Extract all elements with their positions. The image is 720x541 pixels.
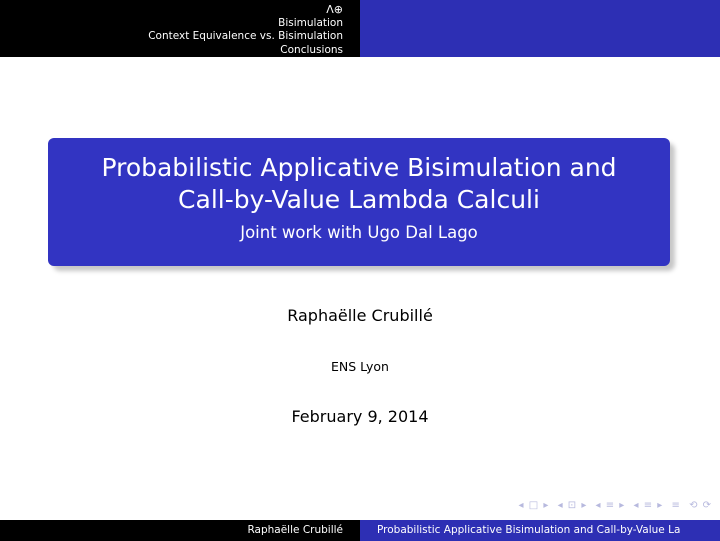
footline-title: Probabilistic Applicative Bisimulation and Call-by-Value La [377, 524, 681, 536]
nav-search-icon[interactable]: ⟲ ⟳ [689, 500, 712, 511]
headline-bar [0, 0, 720, 57]
date: February 9, 2014 [291, 407, 429, 426]
nav-document-icon[interactable]: ◂ ≡ ▸ [633, 500, 664, 511]
footline-title-panel [360, 520, 720, 541]
nav-section-icon[interactable]: ◂ ≡ ▸ [595, 500, 626, 511]
nav-frame-icon[interactable]: ◂ □ ▸ [518, 500, 550, 511]
section-link-context-equivalence[interactable]: Context Equivalence vs. Bisimulation [148, 30, 343, 42]
nav-appendix-icon[interactable]: ≡ [671, 500, 681, 511]
nav-subsection-icon[interactable]: ◂ ⊡ ▸ [557, 500, 588, 511]
headline-section-nav [0, 0, 360, 57]
headline-subsection-panel [360, 0, 720, 57]
title-box [48, 138, 670, 266]
section-link-bisimulation[interactable]: Bisimulation [278, 16, 343, 29]
footline-bar [0, 520, 720, 541]
section-link-conclusions[interactable]: Conclusions [280, 43, 343, 56]
footline-author-panel [0, 520, 360, 541]
section-list [148, 3, 343, 57]
footline-author: Raphaëlle Crubillé [247, 524, 343, 536]
title-line-2: Call-by-Value Lambda Calculi [178, 185, 540, 214]
section-link-lambda-oplus[interactable]: Λ⊕ [326, 3, 343, 16]
institute: ENS Lyon [331, 359, 389, 374]
subtitle: Joint work with Ugo Dal Lago [240, 223, 478, 242]
author: Raphaëlle Crubillé [287, 306, 433, 325]
beamer-navigation-symbols [515, 500, 712, 516]
title-line-1: Probabilistic Applicative Bisimulation and [101, 153, 617, 182]
